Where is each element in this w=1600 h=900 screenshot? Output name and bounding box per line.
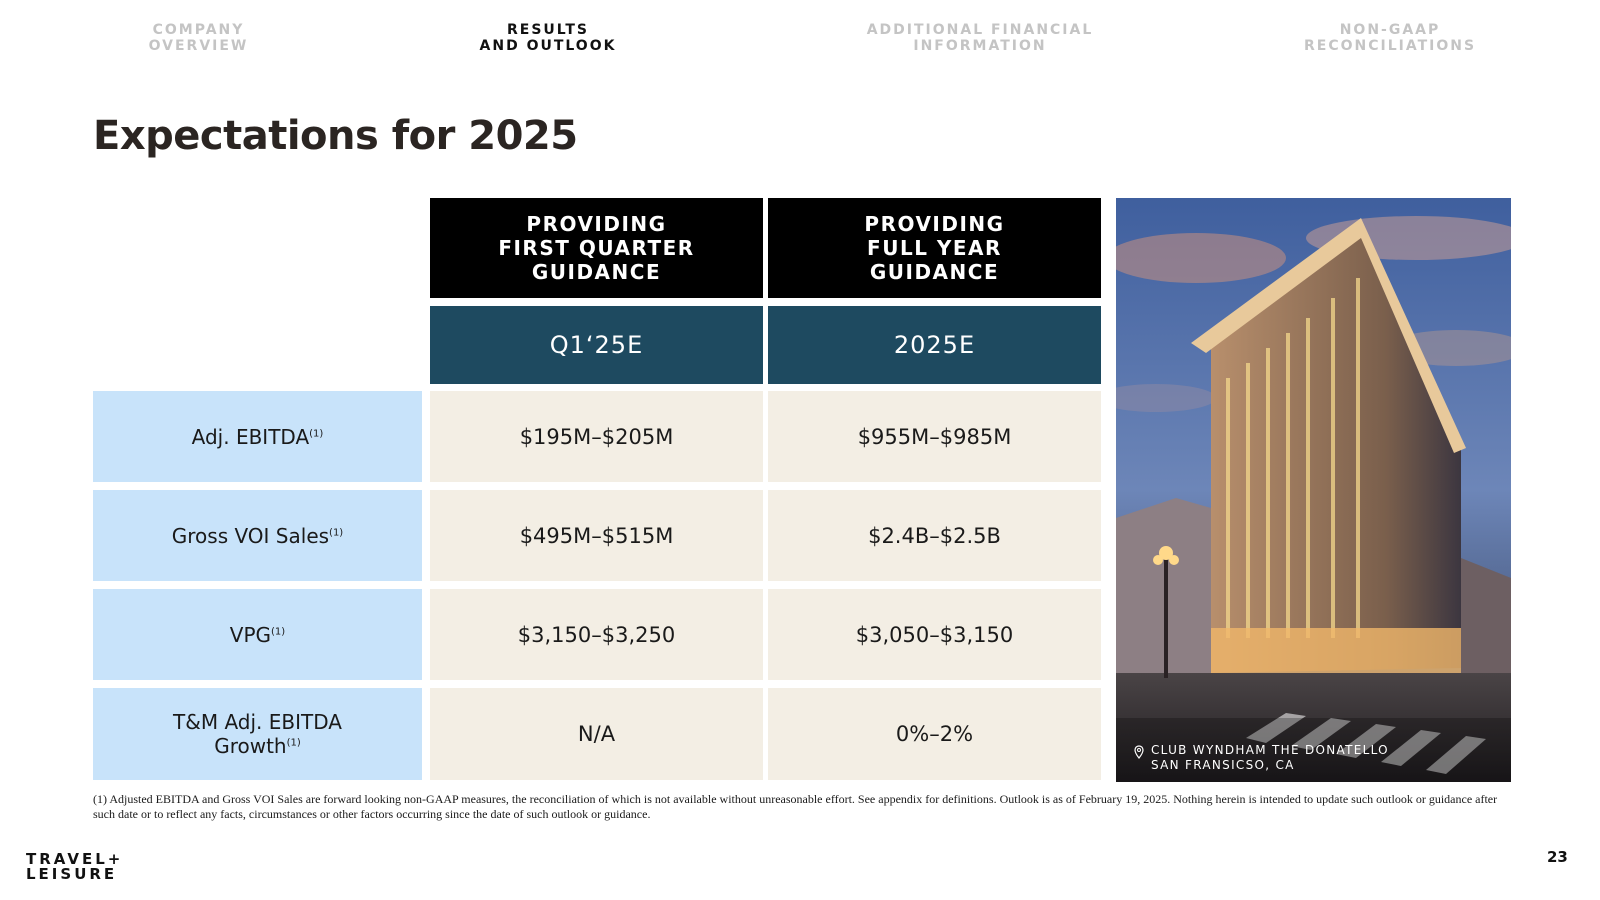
logo-line2: LEISURE bbox=[26, 865, 118, 883]
nav-company-overview[interactable]: COMPANY OVERVIEW bbox=[148, 22, 249, 54]
row-label-text: Gross VOI Sales bbox=[171, 523, 330, 548]
page-title: Expectations for 2025 bbox=[93, 113, 578, 159]
nav-additional-financial-information[interactable]: ADDITIONAL FINANCIAL INFORMATION bbox=[866, 22, 1094, 54]
row-label-text: VPG bbox=[229, 622, 272, 647]
photo-caption bbox=[1151, 743, 1389, 773]
value-q1-gross-voi-sales: $495M–$515M bbox=[430, 490, 763, 581]
footnote-marker: (1) bbox=[271, 625, 286, 637]
value-q1-tm-adj-ebitda-growth: N/A bbox=[430, 688, 763, 780]
photo-caption-line1: CLUB WYNDHAM THE DONATELLO bbox=[1151, 743, 1389, 757]
value-fy-vpg: $3,050–$3,150 bbox=[768, 589, 1101, 680]
row-label-vpg bbox=[93, 589, 422, 680]
row-label-text: Adj. EBITDA bbox=[191, 424, 310, 449]
footnote-marker: (1) bbox=[329, 526, 344, 538]
top-navigation bbox=[0, 22, 1600, 62]
photo-caption-line2: SAN FRANSICSO, CA bbox=[1151, 758, 1295, 772]
value-fy-adj-ebitda: $955M–$985M bbox=[768, 391, 1101, 482]
value-q1-vpg: $3,150–$3,250 bbox=[430, 589, 763, 680]
footnote: (1) Adjusted EBITDA and Gross VOI Sales are forward looking non-GAAP measures, the reconciliation of which is not available without unreasonable effort. See appendix for definitions. Outlook is as of February 19, 2025. Nothing herein is intended to update such outlook or guidance after such date or to reflect any facts, circumstances or other factors occurring since the date of such outlook or guidance. bbox=[93, 792, 1498, 821]
row-label-adj-ebitda bbox=[93, 391, 422, 482]
nav-non-gaap-reconciliations[interactable]: NON-GAAP RECONCILIATIONS bbox=[1303, 22, 1477, 54]
period-2025e: 2025E bbox=[768, 306, 1101, 384]
hotel-illustration bbox=[1116, 198, 1511, 782]
header-full-year-guidance: PROVIDING FULL YEAR GUIDANCE bbox=[768, 198, 1101, 298]
nav-results-and-outlook[interactable]: RESULTS AND OUTLOOK bbox=[479, 22, 617, 54]
footnote-marker: (1) bbox=[309, 427, 324, 439]
header-first-quarter-guidance: PROVIDING FIRST QUARTER GUIDANCE bbox=[430, 198, 763, 298]
logo-line1: TRAVEL+ bbox=[26, 850, 124, 868]
row-label-gross-voi-sales bbox=[93, 490, 422, 581]
page-number: 23 bbox=[1547, 848, 1568, 866]
travel-leisure-logo bbox=[26, 852, 123, 882]
period-q1-25e: Q1‘25E bbox=[430, 306, 763, 384]
hotel-photo bbox=[1116, 198, 1511, 782]
footnote-marker: (1) bbox=[286, 737, 301, 749]
row-label-tm-adj-ebitda-growth bbox=[93, 688, 422, 780]
row-label-text: T&M Adj. EBITDA Growth bbox=[173, 710, 342, 758]
value-q1-adj-ebitda: $195M–$205M bbox=[430, 391, 763, 482]
location-pin-icon bbox=[1134, 745, 1144, 759]
value-fy-gross-voi-sales: $2.4B–$2.5B bbox=[768, 490, 1101, 581]
value-fy-tm-adj-ebitda-growth: 0%–2% bbox=[768, 688, 1101, 780]
